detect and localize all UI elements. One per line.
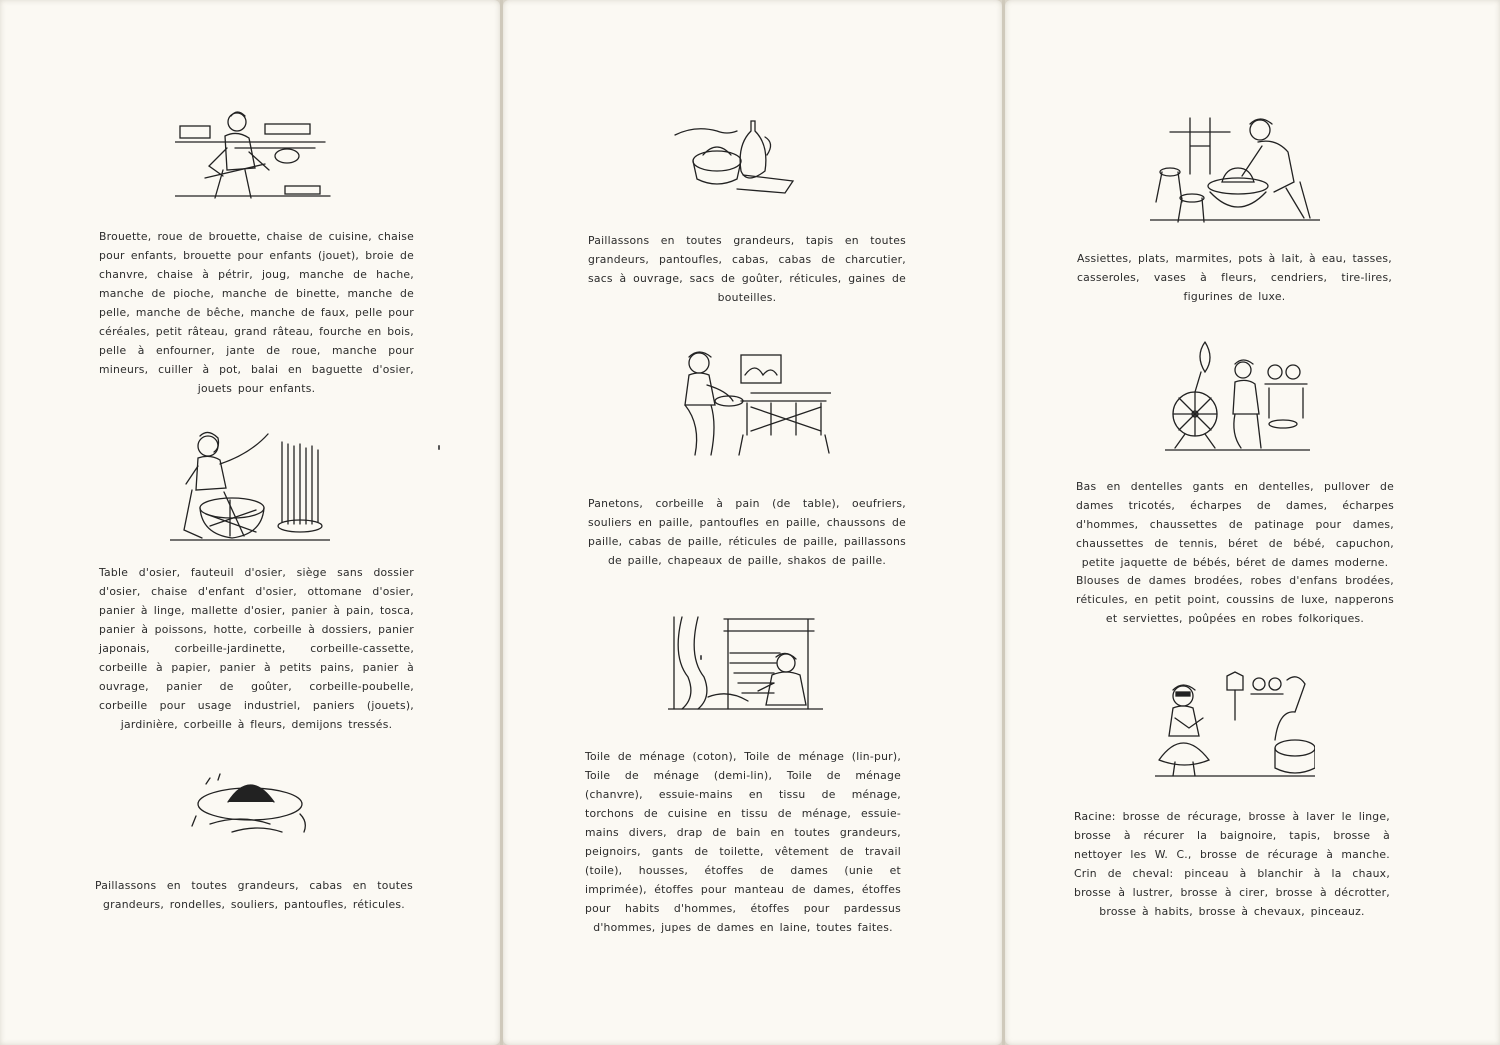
- product-list-bread-baskets: Panetons, corbeille à pain (de table), oeufriers, souliers en paille, pantoufles en paille, chaussons de paille, cabas de paille, réticules de paille, paillassons de paille, chapeaux de paille, shakos de paille.: [588, 497, 906, 567]
- seated-woman-icon: [671, 345, 831, 465]
- straw-hat-icon: [190, 772, 320, 840]
- brochure-panel-center: [503, 0, 1002, 1045]
- basket-weaver-icon: [170, 430, 330, 548]
- product-list-straw-goods: Paillassons en toutes grandeurs, cabas en toutes grandeurs, rondelles, souliers, pantoufles, réticules.: [95, 879, 413, 911]
- paper-speck: [438, 445, 440, 450]
- product-list-knitwear: Bas en dentelles gants en dentelles, pullover de dames tricotés, écharpes de dames, écharpes d'hommes, chaussettes de patinage pour dames, chaussettes de tennis, béret de bébé, capuchon, petite jaquette de bébés, béret de dames moderne.: [1076, 480, 1394, 569]
- product-list-brushes: Racine: brosse de récurage, brosse à laver le linge, brosse à récurer la baignoire, tapis, brosse à nettoyer les W. C., brosse de récurage à manche. Crin de cheval: pinceau à blanchir à la chaux, brosse à lustrer, brosse à cirer, brosse à décrotter, brosse à habits, brosse à chevaux, pinceauz.: [1074, 810, 1390, 918]
- brochure-panel-right: [1005, 0, 1500, 1045]
- brush-maker-icon: [1155, 670, 1315, 780]
- paper-speck: [700, 655, 702, 660]
- product-list-wicker-goods: Table d'osier, fauteuil d'osier, siège sans dossier d'osier, chaise d'enfant d'osier, ottomane d'osier, panier à linge, mallette d'osier, panier à pain, tosca, panier à poissons, hotte, corbeille à dossiers, panier japonais, corbeille-jardinette, corbeille-cassette, corbeille à papier, panier à petits pains, panier à ouvrage, panier de goûter, corbeille-poubelle, corbeille pour usage industriel, paniers (jouets), jardinière, corbeille à fleurs, demijons tressés.: [99, 566, 414, 731]
- product-list-doormats-bags: Paillassons en toutes grandeurs, tapis en toutes grandeurs, pantoufles, cabas, cabas de charcutier, sacs à ouvrage, sacs de goûter, réticules, gaines de bouteilles.: [588, 234, 906, 304]
- potter-wheel-icon: [1150, 112, 1320, 224]
- product-list-wooden-goods: Brouette, roue de brouette, chaise de cuisine, chaise pour enfants, brouette pour enfants (jouet), broie de chanvre, chaise à pétrir, joug, manche de hache, manche de pioche, manche de binette, manche de pelle, manche de bêche, manche de faux, pelle pour céréales, petit râteau, grand râteau, fourche en bois, pelle à enfourner, jante de roue, manche pour mineurs, cuiller à pot, balai en baguette d'osier, jouets pour enfants.: [99, 230, 414, 395]
- woodworker-icon: [175, 108, 335, 203]
- spinning-wheel-icon: [1165, 338, 1310, 456]
- basket-jug-icon: [673, 115, 803, 197]
- loom-weaver-icon: [668, 613, 823, 713]
- product-list-embroidery: Blouses de dames brodées, robes d'enfans brodées, réticules, en petit point, coussins de luxe, napperons et serviettes, poûpées en robes folkoriques.: [1076, 574, 1394, 625]
- product-list-ceramics: Assiettes, plats, marmites, pots à lait, à eau, tasses, casseroles, vases à fleurs, cendriers, tire-lires, figurines de luxe.: [1077, 252, 1392, 303]
- product-list-household-linen: Toile de ménage (coton), Toile de ménage (lin-pur), Toile de ménage (demi-lin), Toile de ménage (chanvre), essuie-mains en tissu de ménage, torchons de cuisine en tissu de ménage, essuie-mains divers, drap de bain en toutes grandeurs, peignoirs, gants de toilette, vêtement de travail (toile), housses, étoffes de dames (unie et imprimée), étoffes pour manteau de dames, étoffes pour habits d'hommes, étoffes pour pardessus d'hommes, jupes de dames en laine, toutes faites.: [585, 750, 901, 934]
- brochure-panel-left: [0, 0, 500, 1045]
